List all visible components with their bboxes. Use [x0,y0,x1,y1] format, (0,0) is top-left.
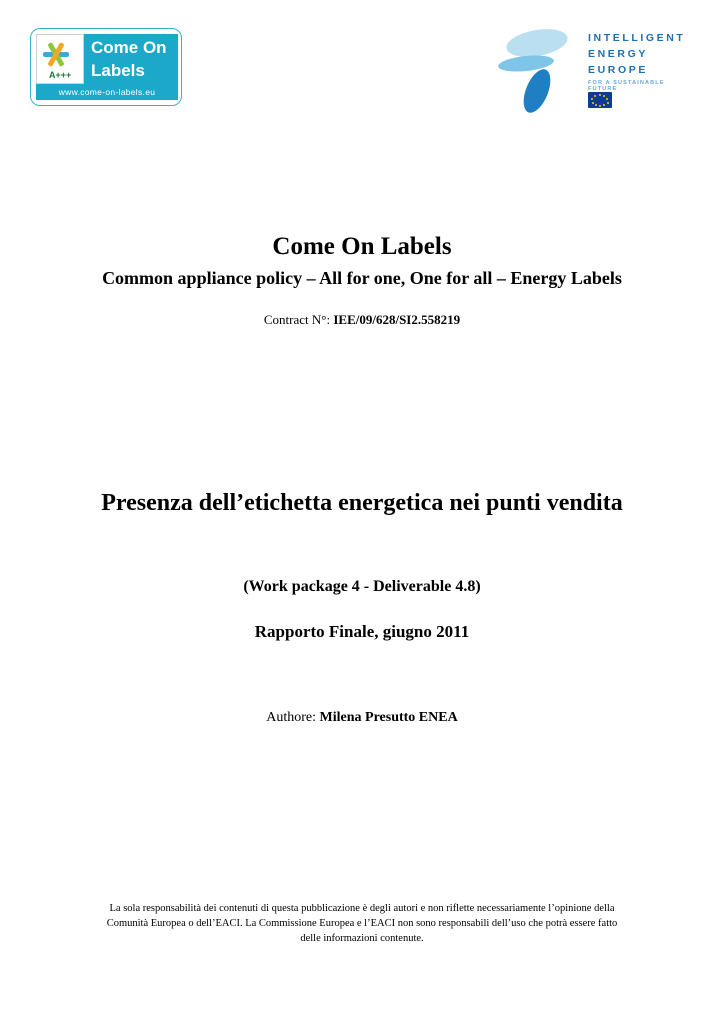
intelligent-energy-europe-logo [496,24,696,116]
iee-swirl-icon [496,26,578,112]
contract-label: Contract N°: [263,312,331,327]
work-package-line: (Work package 4 - Deliverable 4.8) [243,578,481,595]
author-name: Milena Presutto ENEA [319,710,458,725]
iee-wordmark-line1: INTELLIGENT [588,32,686,44]
rating-badge-label: A+++ [49,70,72,80]
iee-wordmark [588,30,685,78]
document-header [0,0,724,140]
logo-wordmark-line1: Come On [91,38,167,57]
iee-tagline: FOR A SUSTAINABLE FUTURE [588,80,665,92]
contract-number: IEE/09/628/SI2.558219 [333,312,461,327]
come-on-labels-logo [30,28,182,106]
project-title-block [60,232,664,328]
iee-wordmark-line3: EUROPE [588,64,648,76]
author-label: Authore: [266,710,317,725]
project-title: Come On Labels [272,233,452,260]
logo-wordmark-line2: Labels [91,61,145,80]
contract-line [60,312,664,328]
asterisk-icon [43,41,69,67]
logo-url: www.come-on-labels.eu [36,84,178,100]
disclaimer-text: La sola responsabilità dei contenuti di questa pubblicazione è degli autori e non riflette necessariamente l’opinione della Comunità Europea o dell’EACI. La Commissione Europea e l’EACI non sono responsabili dell’uso che potrà essere fatto delle informazioni contenute. [106,903,618,944]
project-subtitle: Common appliance policy – All for one, One for all – Energy Labels [102,268,622,288]
logo-wordmark [84,34,178,84]
energy-label-icon [36,34,84,84]
eu-flag-icon [588,92,612,108]
logo-main-row [36,34,178,84]
report-date-line: Rapporto Finale, giugno 2011 [254,622,470,641]
report-title: Presenza dell’etichetta energetica nei punti vendita [101,490,623,516]
author-line [60,710,664,726]
iee-wordmark-line2: ENERGY [588,48,648,60]
